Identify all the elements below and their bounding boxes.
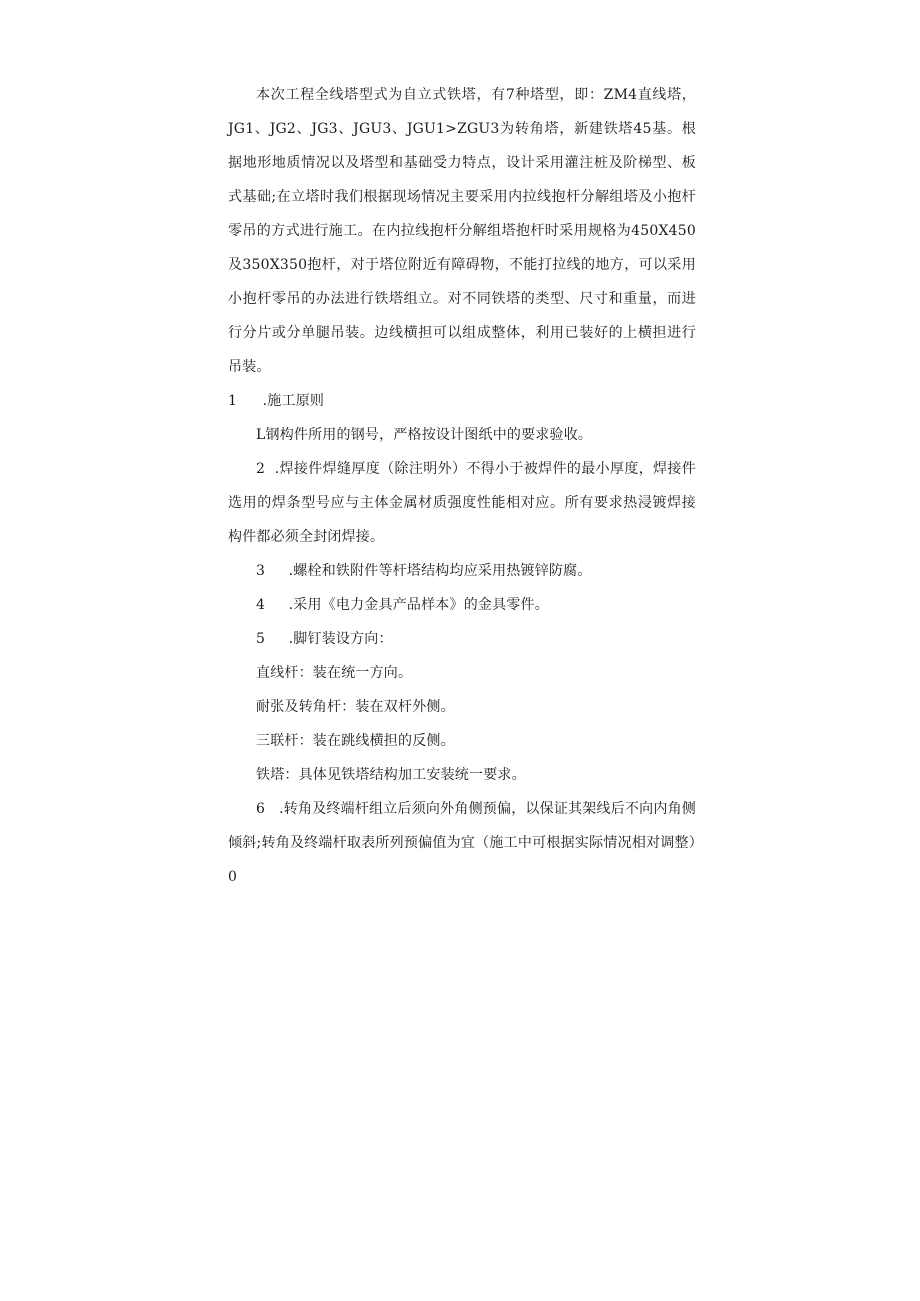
section-title: .施工原则 (262, 393, 325, 409)
principle-3-text: .螺栓和铁附件等杆塔结构均应采用热镀锌防腐。 (288, 563, 592, 579)
principle-4-item (228, 588, 696, 622)
section-heading (228, 384, 696, 418)
principle-5-item (228, 622, 696, 656)
principle-6-number: 6 (256, 801, 266, 817)
principle-6-paragraph (228, 792, 696, 894)
principle-2-number: 2 (256, 461, 266, 477)
principle-2-text: .焊接件焊缝厚度（除注明外）不得小于被焊件的最小厚度，焊接件选用的焊条型号应与主体金属材质强度性能相对应。所有要求热浸镀焊接构件都必须全封闭焊接。 (228, 461, 696, 545)
principle-4-text: .采用《电力金具产品样本》的金具零件。 (288, 597, 549, 613)
intro-paragraph: 本次工程全线塔型式为自立式铁塔，有7种塔型，即：ZM4直线塔，JG1、JG2、JG3、JGU3、JGU1>ZGU3为转角塔，新建铁塔45基。根据地形地质情况以及塔型和基础受力特点，设计采用灌注桩及阶梯型、板式基础;在立塔时我们根据现场情况主要采用内拉线抱杆分解组塔及小抱杆零吊的方式进行施工。在内拉线抱杆分解组塔抱杆时采用规格为450X450及350X350抱杆，对于塔位附近有障碍物，不能打拉线的地方，可以采用小抱杆零吊的办法进行铁塔组立。对不同铁塔的类型、尺寸和重量，而进行分片或分单腿吊装。边线横担可以组成整体，利用已装好的上横担进行吊装。 (228, 87, 696, 375)
principle-1-paragraph: L钢构件所用的钢号，严格按设计图纸中的要求验收。 (256, 427, 593, 443)
sub-item-triple-pole: 三联杆：装在跳线横担的反侧。 (256, 733, 455, 749)
principle-4-number: 4 (256, 597, 266, 613)
principle-3-number: 3 (256, 563, 266, 579)
sub-item-straight-pole: 直线杆：装在统一方向。 (256, 665, 413, 681)
document-body (228, 78, 696, 894)
sub-item-tension-pole: 耐张及转角杆：装在双杆外侧。 (256, 699, 455, 715)
section-number: 1 (228, 393, 238, 409)
sub-item-tower: 铁塔：具体见铁塔结构加工安装统一要求。 (256, 767, 526, 783)
principle-6-text: .转角及终端杆组立后须向外角侧预偏，以保证其架线后不向内角侧倾斜;转角及终端杆取表所列预偏值为宜（施工中可根据实际情况相对调整）0 (228, 801, 696, 885)
principle-5-number: 5 (256, 631, 266, 647)
principle-2-paragraph (228, 452, 696, 554)
principle-3-item (228, 554, 696, 588)
principle-5-text: .脚钉装设方向： (288, 631, 393, 647)
